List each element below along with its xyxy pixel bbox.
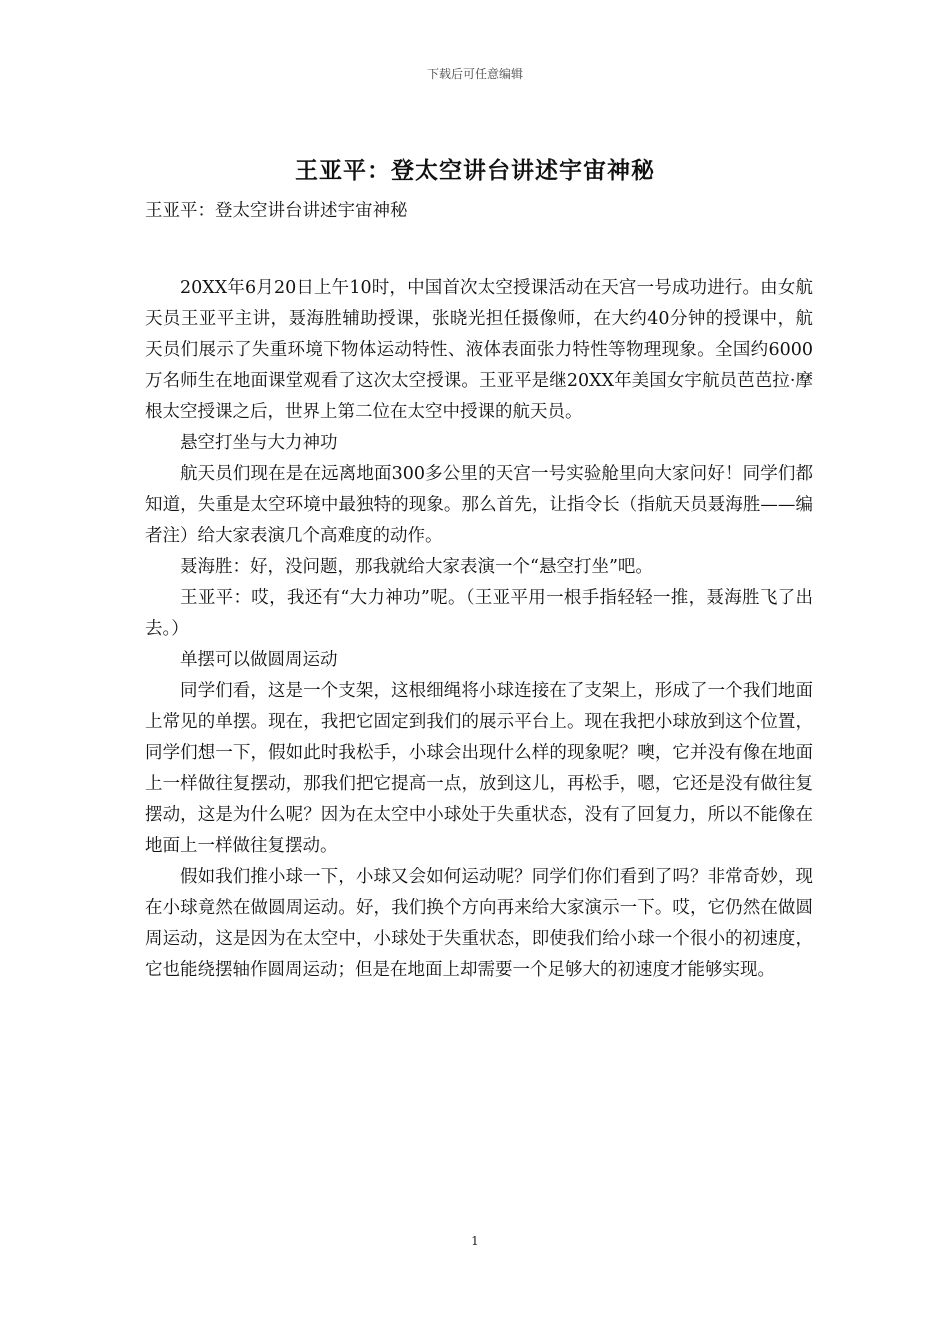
paragraph-circular-motion: 假如我们推小球一下，小球又会如何运动呢？同学们你们看到了吗？非常奇妙，现在小球竟然在做圆周运动。好，我们换个方向再来给大家演示一下。哎，它仍然在做圆周运动，这是因为在太空中，小球处于失重状态，即使我们给小球一个很小的初速度，它也能绕摆轴作圆周运动；但是在地面上却需要一个足够大的初速度才能够实现。 (145, 867, 813, 980)
section-heading-pendulum: 单摆可以做圆周运动 (180, 650, 338, 670)
paragraph-wang-yaping: 王亚平：哎，我还有“大力神功”呢。（王亚平用一根手指轻轻一推，聂海胜飞了出去。） (145, 588, 813, 639)
document-body (145, 196, 813, 986)
page-header: 下载后可任意编辑 (426, 67, 523, 81)
section-heading-meditation: 悬空打坐与大力神功 (180, 433, 338, 453)
document-title: 王亚平：登太空讲台讲述宇宙神秘 (295, 157, 655, 184)
document-subtitle: 王亚平：登太空讲台讲述宇宙神秘 (145, 201, 408, 221)
paragraph-nie-haisheng: 聂海胜：好，没问题，那我就给大家表演一个“悬空打坐”吧。 (180, 557, 653, 577)
paragraph-intro: 20XX年6月20日上午10时，中国首次太空授课活动在天宫一号成功进行。由女航天员王亚平主讲，聂海胜辅助授课，张晓光担任摄像师，在大约40分钟的授课中，航天员们展示了失重环境下物体运动特性、液体表面张力特性等物理现象。全国约6000万名师生在地面课堂观看了这次太空授课。王亚平是继20XX年美国女宇航员芭芭拉·摩根太空授课之后，世界上第二位在太空中授课的航天员。 (145, 278, 813, 422)
page-number: 1 (471, 1234, 479, 1248)
paragraph-pendulum: 同学们看，这是一个支架，这根细绳将小球连接在了支架上，形成了一个我们地面上常见的单摆。现在，我把它固定到我们的展示平台上。现在我把小球放到这个位置，同学们想一下，假如此时我松手，小球会出现什么样的现象呢？噢，它并没有像在地面上一样做往复摆动，那我们把它提高一点，放到这儿，再松手，嗯，它还是没有做往复摆动，这是为什么呢？因为在太空中小球处于失重状态，没有了回复力，所以不能像在地面上一样做往复摆动。 (145, 681, 813, 856)
paragraph-greeting: 航天员们现在是在远离地面300多公里的天宫一号实验舱里向大家问好！同学们都知道，失重是太空环境中最独特的现象。那么首先，让指令长（指航天员聂海胜——编者注）给大家表演几个高难度的动作。 (145, 464, 813, 546)
